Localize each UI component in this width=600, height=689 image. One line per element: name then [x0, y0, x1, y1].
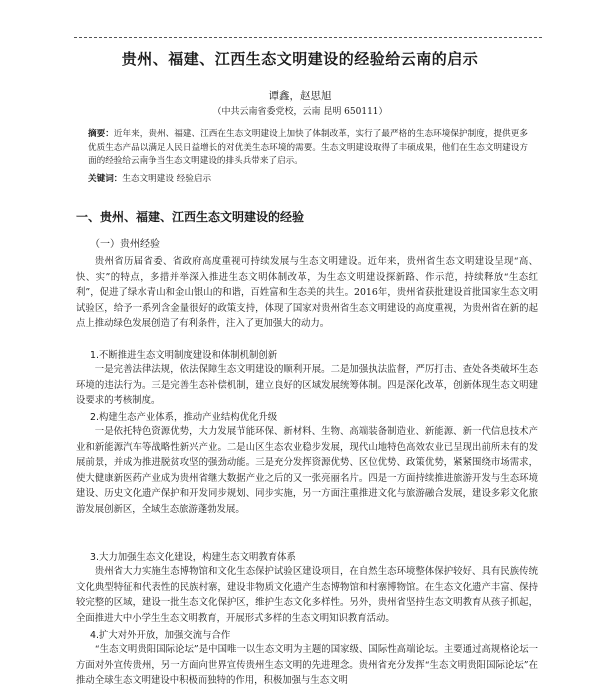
abstract	[88, 128, 528, 169]
keywords	[88, 173, 528, 186]
item-heading: 4.扩大对外开放，加强交流与合作	[90, 630, 231, 641]
keywords-label: 关键词：	[88, 174, 123, 184]
abstract-label: 摘要：	[88, 129, 114, 139]
item-heading: 3.大力加强生态文化建设，构建生态文明教育体系	[90, 552, 296, 563]
body-paragraph: 一是完善法律法规，依法保障生态文明建设的顺利开展。二是加强执法监督，严厉打击、查处各类破坏生态环境的违法行为。三是完善生态补偿机制，建立良好的区域发展统筹体制。四是深化改革，创新体现生态文明建设要求的考核制度。	[76, 364, 538, 407]
section-heading: 一、贵州、福建、江西生态文明建设的经验	[76, 210, 305, 224]
keywords-text: 生态文明建设 经验启示	[122, 174, 212, 184]
item-heading: 1.不断推进生态文明制度建设和体制机制创新	[90, 350, 278, 361]
item-heading: 2.构建生态产业体系，推动产业结构优化升级	[90, 412, 278, 423]
paper-title: 贵州、福建、江西生态文明建设的经验给云南的启示	[121, 50, 479, 68]
body-paragraph: 贵州省历届省委、省政府高度重视可持续发展与生态文明建设。近年来，贵州省生态文明建设呈现“高、快、实”的特点，多措并举深入推进生态文明体制改革，为生态文明建设探新路、作示范，持续释放“生态红利”，促进了绿水青山和金山银山的和谐，百姓富和生态美的共生。2016年，贵州省获批建设首批国家生态文明试验区，给予一系列含金量很好的政策支持，体现了国家对贵州省生态文明建设的高度重视，为贵州省在新的起点上推动绿色发展创造了有利条件，注入了更加强大的动力。	[76, 256, 538, 330]
body-paragraph: 一是依托特色资源优势，大力发展节能环保、新材料、生物、高端装备制造业、新能源、新一代信息技术产业和新能源汽车等战略性新兴产业。二是山区生态农业稳步发展，现代山地特色高效农业已呈现出前所未有的发展前景，并成为推进脱贫攻坚的强劲动能。三是充分发挥资源优势、区位优势、政策优势，紧紧围绕市场需求，使大健康新医药产业成为贵州省继大数据产业之后的又一张亮丽名片。四是一方面持续推进旅游开发与生态环境建设、历史文化遗产保护和开发同步规划、同步实施，另一方面注重推进文化与旅游融合发展，建设多彩文化旅游发展创新区，全域生态旅游蓬勃发展。	[76, 426, 538, 515]
top-dashed-rule	[74, 37, 542, 38]
abstract-text: 近年来，贵州、福建、江西在生态文明建设上加快了体制改革，实行了最严格的生态环境保护制度，提供更多优质生态产品以满足人民日益增长的对优美生态环境的需要。生态文明建设取得了丰硕成果，他们在生态文明建设方面的经验给云南争当生态文明建设的排头兵带来了启示。	[88, 129, 528, 166]
body-paragraph: 贵州省大力实施生态博物馆和文化生态保护试验区建设项目，在自然生态环境整体保护较好、具有民族传统文化典型特征和代表性的民族村寨，建设非物质文化遗产生态博物馆和村寨博物馆。在生态文化遗产丰富、保持较完整的区域，建设一批生态文化保护区，维护生态文化多样性。另外，贵州省坚持生态文明教育从孩子抓起，全面推进大中小学生生态文明教育，开展形式多样的生态文明知识教育活动。	[76, 566, 538, 624]
body-paragraph: “生态文明贵阳国际论坛”是中国唯一以生态文明为主题的国家级、国际性高端论坛。主要通过高规格论坛一方面对外宣传贵州，另一方面向世界宣传贵州生态文明的先进理念。贵州省充分发挥“生态文明贵阳国际论坛”在推动全球生态文明建设中积极而独特的作用，积极加强与生态文明	[76, 644, 538, 687]
paper-affiliation: （中共云南省委党校，云南 昆明 650111）	[212, 107, 388, 117]
subsection-heading: （一）贵州经验	[90, 239, 160, 250]
paper-authors: 谭鑫，赵思旭	[268, 90, 332, 102]
